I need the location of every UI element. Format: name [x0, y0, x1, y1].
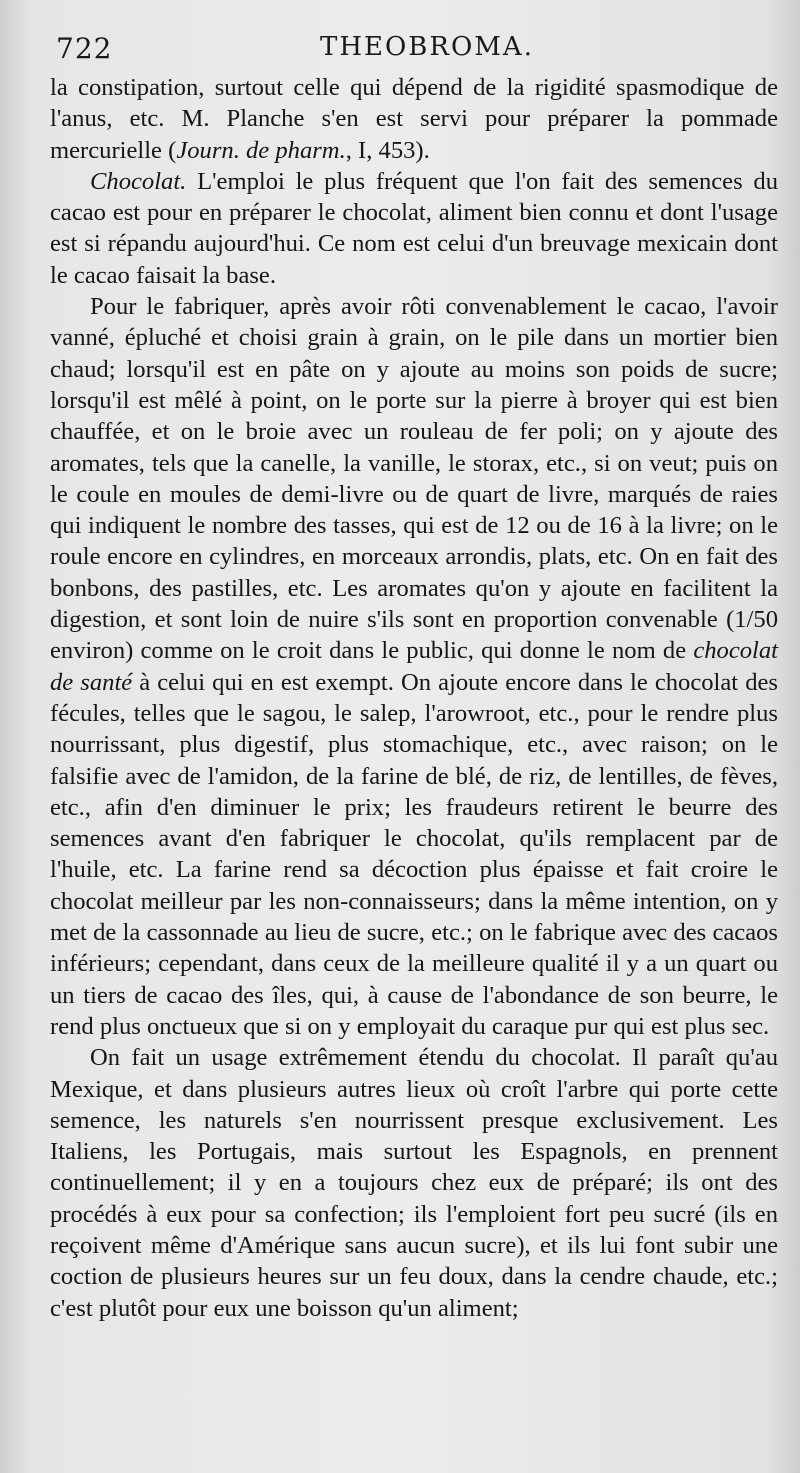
paragraph-3-text-b: à celui qui en est exempt. On ajoute encore dans le chocolat des fécules, telles que le sagou, le salep, l'arowroot, etc., pour le rendre plus nourrissant, plus digestif, plus stomachique, etc., avec raison; on le falsifie avec de l'amidon, de la farine de blé, de riz, de lentilles, de fèves, etc., afin d'en diminuer le prix; les fraudeurs retirent le beurre des semences avant d'en fabriquer le chocolat, qu'ils remplacent par de l'huile, etc. La farine rend sa décoction plus épaisse et fait croire le chocolat meilleur par les non-connaisseurs; dans la même intention, on y met de la cassonnade au lieu de sucre, etc.; on le fabrique avec des cacaos inférieurs; cependant, dans ceux de la meilleure qualité il y a un quart ou un tiers de cacao des îles, qui, à cause de l'abondance de son beurre, le rend plus onctueux que si on y employait du caraque pur qui est plus sec.: [50, 668, 778, 1040]
page-number: 722: [56, 32, 113, 65]
paragraph-3-text-a: Pour le fabriquer, après avoir rôti convenablement le cacao, l'avoir vanné, épluché et choisi grain à grain, on le pile dans un mortier bien chaud; lorsqu'il est en pâte on y ajoute au moins son poids de sucre; lorsqu'il est mêlé à point, on le porte sur la pierre à broyer qui est bien chauffée, et on le broie avec un rouleau de fer poli; on y ajoute des aromates, tels que la canelle, la vanille, le storax, etc., si on veut; puis on le coule en moules de demi-livre ou de quart de livre, marqués de raies qui indiquent le nombre des tasses, qui est de 12 ou de 16 à la livre; on le roule encore en cylindres, en morceaux arrondis, plats, etc. On en fait des bonbons, des pastilles, etc. Les aromates qu'on y ajoute en facilitent la digestion, et sont loin de nuire s'ils sont en proportion convenable (1/50 environ) comme on le croit dans le public, qui donne le nom de: [50, 293, 778, 665]
journal-reference: Journ. de pharm.: [176, 136, 346, 164]
running-head: THEOBROMA.: [320, 32, 534, 62]
paragraph-2-text: L'emploi le plus fréquent que l'on fait des semences du cacao est pour en préparer le chocolat, aliment bien connu et dont l'usage est si répandu aujourd'hui. Ce nom est celui d'un breuvage mexicain dont le cacao faisait la base.: [50, 167, 778, 289]
section-lead-chocolat: Chocolat.: [90, 167, 187, 195]
paragraph-4-text: On fait un usage extrêmement étendu du chocolat. Il paraît qu'au Mexique, et dans plusieurs autres lieux où croît l'arbre qui porte cette semence, les naturels s'en nourrissent presque exclusivement. Les Italiens, les Portugais, mais surtout les Espagnols, en prennent continuellement; il y en a toujours chez eux de préparé; ils ont des procédés à eux pour sa confection; ils l'emploient fort peu sucré (ils en reçoivent même d'Amérique sans aucun sucre), et ils lui font subir une coction de plusieurs heures sur un feu doux, dans la cendre chaude, etc.; c'est plutôt pour eux une boisson qu'un aliment;: [50, 1044, 778, 1322]
page-header: [50, 30, 770, 70]
paragraph-1-text-a: la constipation, surtout celle qui dépend de la rigidité spasmodique de l'anus, etc. M. Planche s'en est servi pour préparer la pommade mercurielle (: [50, 74, 778, 164]
paragraph-2: [50, 166, 778, 291]
chocolat-de-sante-term: chocolat de santé: [50, 637, 778, 696]
paragraph-3: [50, 291, 778, 1042]
body-text: [50, 72, 778, 1324]
paragraph-4: [50, 1042, 778, 1324]
paragraph-1: [50, 72, 778, 166]
paragraph-1-text-b: , I, 453).: [345, 136, 430, 164]
